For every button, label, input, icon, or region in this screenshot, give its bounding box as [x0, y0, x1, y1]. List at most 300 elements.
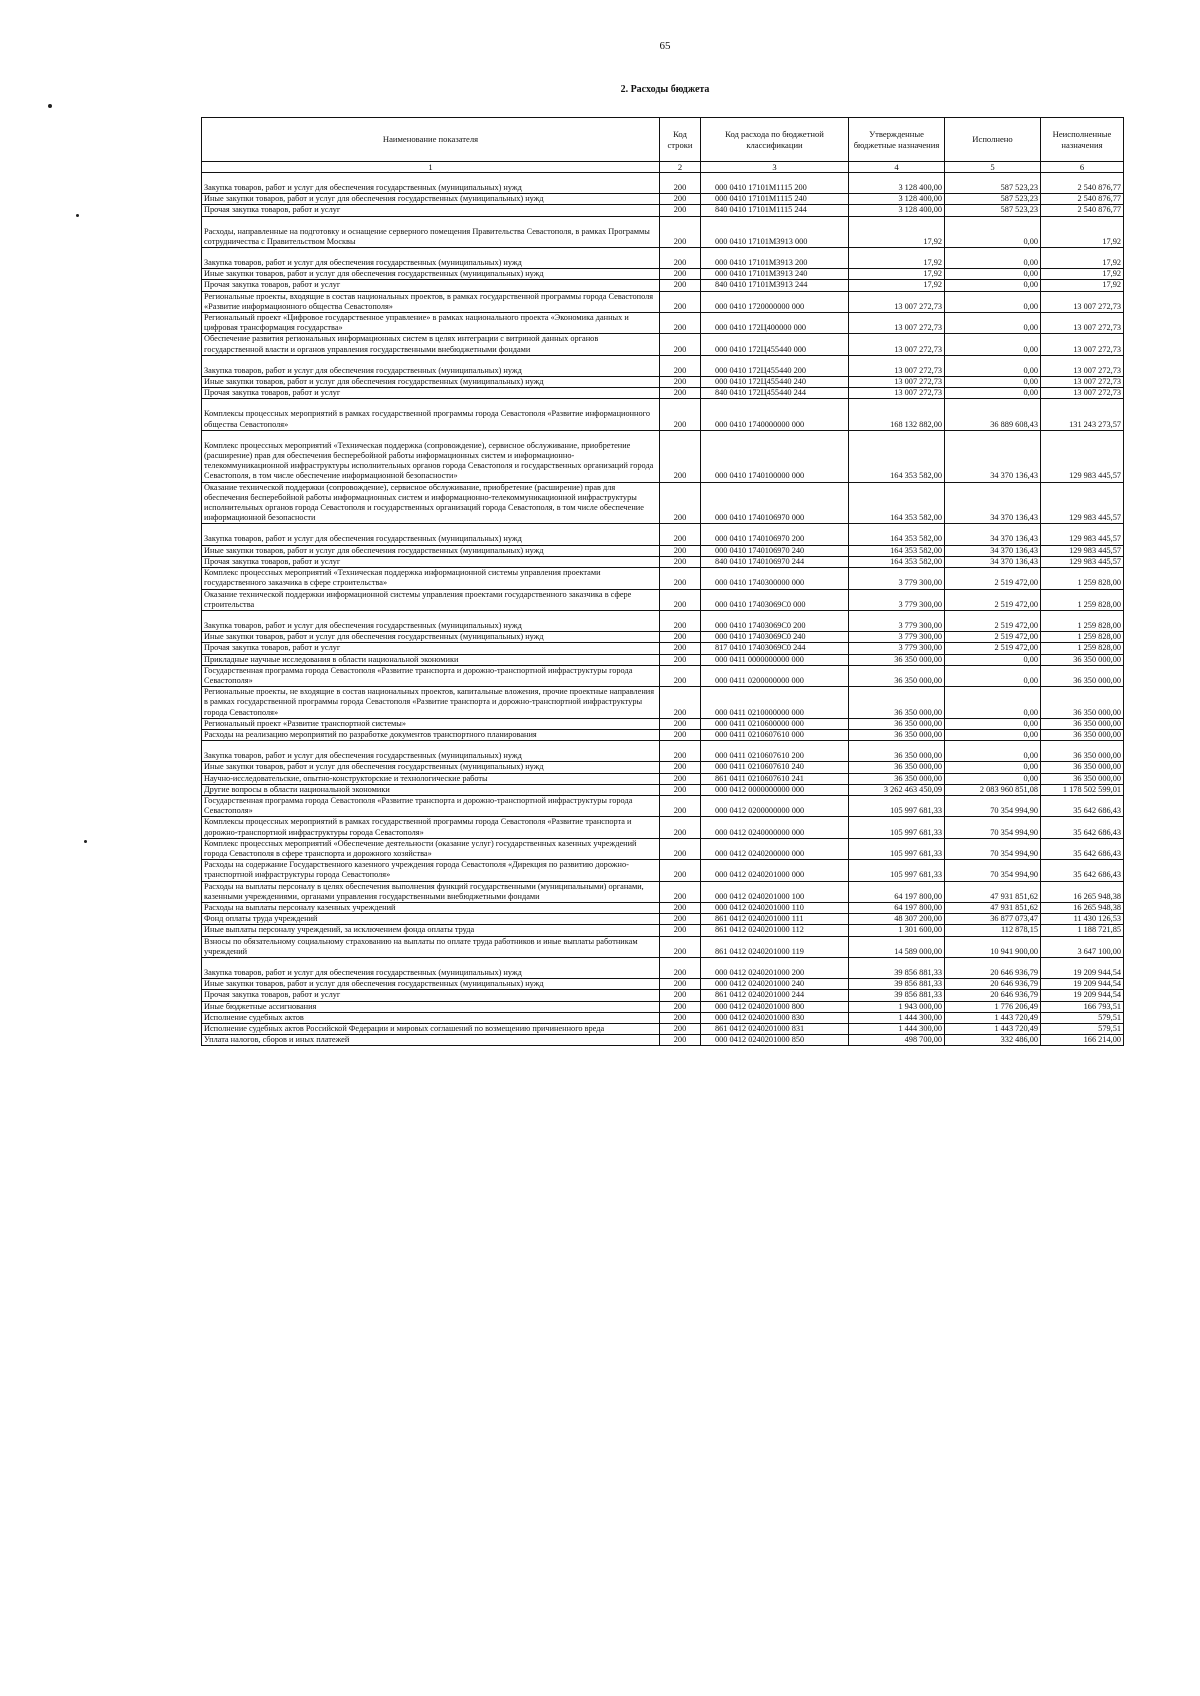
cell-kbk: 861 0412 0240201000 831 [701, 1024, 849, 1035]
cell-row-code: 200 [660, 524, 701, 545]
cell-approved: 13 007 272,73 [849, 313, 945, 334]
cell-kbk: 000 0410 1740100000 000 [701, 430, 849, 482]
cell-unexecuted: 1 259 828,00 [1041, 589, 1124, 610]
cell-row-code: 200 [660, 1012, 701, 1023]
cell-name: Комплекс процессных мероприятий «Техническая поддержка информационной системы управления проектами государственного заказчика в сфере строительства» [202, 568, 660, 589]
table-row [202, 556, 1124, 567]
cell-executed: 1 443 720,49 [945, 1024, 1041, 1035]
cell-executed: 2 083 960 851,08 [945, 784, 1041, 795]
cell-name: Прикладные научные исследования в области национальной экономики [202, 654, 660, 665]
cell-name: Государственная программа города Севастополя «Развитие транспорта и дорожно-транспортной инфраструктуры города Севастополя» [202, 795, 660, 816]
cell-executed: 0,00 [945, 665, 1041, 686]
cell-row-code: 200 [660, 556, 701, 567]
cell-kbk: 000 0410 17403069C0 000 [701, 589, 849, 610]
cell-approved: 3 779 300,00 [849, 568, 945, 589]
cell-approved: 1 444 300,00 [849, 1024, 945, 1035]
cell-row-code: 200 [660, 795, 701, 816]
cell-name: Прочая закупка товаров, работ и услуг [202, 280, 660, 291]
cell-executed: 70 354 994,90 [945, 817, 1041, 838]
table-row [202, 589, 1124, 610]
cell-kbk: 000 0411 0210607610 200 [701, 741, 849, 762]
cell-unexecuted: 3 647 100,00 [1041, 936, 1124, 957]
cell-kbk: 000 0410 1740106970 200 [701, 524, 849, 545]
cell-unexecuted: 17,92 [1041, 248, 1124, 269]
cell-kbk: 861 0412 0240201000 112 [701, 925, 849, 936]
cell-executed: 34 370 136,43 [945, 482, 1041, 524]
table-row [202, 545, 1124, 556]
cell-unexecuted: 1 259 828,00 [1041, 632, 1124, 643]
cell-row-code: 200 [660, 990, 701, 1001]
cell-name: Комплексы процессных мероприятий в рамках государственной программы города Севастополя «Развитие транспорта и дорожно-транспортной инфраструктуры города Севастополя» [202, 817, 660, 838]
table-row [202, 205, 1124, 216]
cell-approved: 164 353 582,00 [849, 556, 945, 567]
cell-approved: 3 128 400,00 [849, 194, 945, 205]
cell-unexecuted: 16 265 948,38 [1041, 902, 1124, 913]
column-header-name: Наименование показателя [202, 118, 660, 162]
table-row [202, 1001, 1124, 1012]
cell-name: Закупка товаров, работ и услуг для обеспечения государственных (муниципальных) нужд [202, 248, 660, 269]
cell-name: Исполнение судебных актов [202, 1012, 660, 1023]
cell-approved: 3 779 300,00 [849, 632, 945, 643]
cell-row-code: 200 [660, 568, 701, 589]
cell-kbk: 000 0410 1740106970 000 [701, 482, 849, 524]
cell-kbk: 000 0412 0240201000 240 [701, 979, 849, 990]
cell-row-code: 200 [660, 632, 701, 643]
cell-kbk: 000 0410 172Ц455440 000 [701, 334, 849, 355]
cell-row-code: 200 [660, 729, 701, 740]
cell-row-code: 200 [660, 355, 701, 376]
cell-row-code: 200 [660, 280, 701, 291]
cell-row-code: 200 [660, 860, 701, 881]
cell-row-code: 200 [660, 902, 701, 913]
table-row [202, 334, 1124, 355]
cell-executed: 36 877 073,47 [945, 914, 1041, 925]
cell-approved: 13 007 272,73 [849, 355, 945, 376]
cell-executed: 34 370 136,43 [945, 556, 1041, 567]
cell-name: Закупка товаров, работ и услуг для обеспечения государственных (муниципальных) нужд [202, 524, 660, 545]
cell-kbk: 000 0410 17101M1115 200 [701, 173, 849, 194]
cell-unexecuted: 2 540 876,77 [1041, 205, 1124, 216]
cell-kbk: 840 0410 1740106970 244 [701, 556, 849, 567]
cell-unexecuted: 19 209 944,54 [1041, 958, 1124, 979]
cell-row-code: 200 [660, 914, 701, 925]
table-row [202, 925, 1124, 936]
column-number: 4 [849, 162, 945, 173]
cell-name: Прочая закупка товаров, работ и услуг [202, 556, 660, 567]
table-row [202, 979, 1124, 990]
cell-kbk: 861 0411 0210607610 241 [701, 773, 849, 784]
cell-approved: 498 700,00 [849, 1035, 945, 1046]
budget-expenses-table [201, 117, 1124, 1046]
table-row [202, 881, 1124, 902]
cell-unexecuted: 166 793,51 [1041, 1001, 1124, 1012]
cell-name: Фонд оплаты труда учреждений [202, 914, 660, 925]
cell-kbk: 861 0412 0240201000 119 [701, 936, 849, 957]
cell-kbk: 000 0412 0240200000 000 [701, 838, 849, 859]
table-row [202, 914, 1124, 925]
cell-kbk: 000 0410 1740000000 000 [701, 399, 849, 430]
cell-approved: 36 350 000,00 [849, 762, 945, 773]
table-row [202, 1024, 1124, 1035]
cell-kbk: 000 0410 17101M3913 240 [701, 269, 849, 280]
cell-executed: 10 941 900,00 [945, 936, 1041, 957]
cell-executed: 332 486,00 [945, 1035, 1041, 1046]
cell-approved: 1 444 300,00 [849, 1012, 945, 1023]
cell-approved: 39 856 881,33 [849, 979, 945, 990]
cell-executed: 587 523,23 [945, 173, 1041, 194]
cell-executed: 0,00 [945, 773, 1041, 784]
cell-unexecuted: 36 350 000,00 [1041, 762, 1124, 773]
cell-name: Расходы на содержание Государственного казенного учреждения города Севастополя «Дирекция по развитию дорожно-транспортной инфраструктуры города Севастополя» [202, 860, 660, 881]
cell-executed: 2 519 472,00 [945, 610, 1041, 631]
cell-row-code: 200 [660, 216, 701, 247]
cell-kbk: 817 0410 17403069C0 244 [701, 643, 849, 654]
cell-unexecuted: 131 243 273,57 [1041, 399, 1124, 430]
cell-kbk: 000 0410 17101M3913 200 [701, 248, 849, 269]
table-row [202, 936, 1124, 957]
table-body [202, 173, 1124, 1046]
cell-name: Иные бюджетные ассигнования [202, 1001, 660, 1012]
cell-row-code: 200 [660, 958, 701, 979]
cell-name: Региональные проекты, входящие в состав национальных проектов, в рамках государственной программы города Севастополя «Развитие информационного общества Севастополя» [202, 291, 660, 312]
cell-approved: 13 007 272,73 [849, 388, 945, 399]
cell-name: Уплата налогов, сборов и иных платежей [202, 1035, 660, 1046]
table-row [202, 838, 1124, 859]
table-row [202, 817, 1124, 838]
table-row [202, 665, 1124, 686]
cell-name: Региональный проект «Цифровое государственное управление» в рамках национального проекта «Экономика данных и цифровая трансформация государства» [202, 313, 660, 334]
cell-unexecuted: 579,51 [1041, 1024, 1124, 1035]
scan-speck [84, 840, 87, 843]
cell-executed: 47 931 851,62 [945, 881, 1041, 902]
cell-kbk: 000 0410 17403069C0 200 [701, 610, 849, 631]
cell-executed: 47 931 851,62 [945, 902, 1041, 913]
cell-row-code: 200 [660, 1024, 701, 1035]
cell-name: Взносы по обязательному социальному страхованию на выплаты по оплате труда работников и иные выплаты работникам учреждений [202, 936, 660, 957]
cell-unexecuted: 36 350 000,00 [1041, 654, 1124, 665]
cell-row-code: 200 [660, 741, 701, 762]
cell-approved: 164 353 582,00 [849, 524, 945, 545]
cell-name: Государственная программа города Севастополя «Развитие транспорта и дорожно-транспортной инфраструктуры города Севастополя» [202, 665, 660, 686]
cell-kbk: 000 0412 0240201000 830 [701, 1012, 849, 1023]
cell-row-code: 200 [660, 784, 701, 795]
cell-approved: 105 997 681,33 [849, 795, 945, 816]
cell-unexecuted: 1 259 828,00 [1041, 568, 1124, 589]
cell-kbk: 861 0412 0240201000 244 [701, 990, 849, 1001]
cell-approved: 3 262 463 450,09 [849, 784, 945, 795]
column-number: 5 [945, 162, 1041, 173]
table-row [202, 524, 1124, 545]
cell-kbk: 000 0410 1740106970 240 [701, 545, 849, 556]
cell-name: Исполнение судебных актов Российской Федерации и мировых соглашений по возмещению причиненного вреда [202, 1024, 660, 1035]
cell-executed: 0,00 [945, 291, 1041, 312]
cell-executed: 20 646 936,79 [945, 990, 1041, 1001]
cell-name: Прочая закупка товаров, работ и услуг [202, 205, 660, 216]
cell-name: Другие вопросы в области национальной экономики [202, 784, 660, 795]
cell-kbk: 000 0412 0240201000 100 [701, 881, 849, 902]
cell-executed: 0,00 [945, 313, 1041, 334]
cell-approved: 64 197 800,00 [849, 881, 945, 902]
cell-executed: 34 370 136,43 [945, 430, 1041, 482]
cell-row-code: 200 [660, 248, 701, 269]
cell-approved: 3 128 400,00 [849, 173, 945, 194]
cell-kbk: 000 0410 172Ц455440 240 [701, 377, 849, 388]
cell-name: Расходы на выплаты персоналу в целях обеспечения выполнения функций государственными (муниципальными) органами, казенными учреждениями, органами управления государственными внебюджетными фондами [202, 881, 660, 902]
cell-approved: 17,92 [849, 280, 945, 291]
table-row [202, 784, 1124, 795]
cell-executed: 20 646 936,79 [945, 958, 1041, 979]
cell-approved: 36 350 000,00 [849, 729, 945, 740]
cell-approved: 64 197 800,00 [849, 902, 945, 913]
cell-row-code: 200 [660, 979, 701, 990]
table-row [202, 990, 1124, 1001]
cell-approved: 164 353 582,00 [849, 430, 945, 482]
table-row [202, 430, 1124, 482]
cell-kbk: 000 0410 1740300000 000 [701, 568, 849, 589]
cell-executed: 0,00 [945, 377, 1041, 388]
table-row [202, 1035, 1124, 1046]
page-number: 65 [659, 40, 671, 52]
table-row [202, 741, 1124, 762]
cell-kbk: 000 0412 0240201000 000 [701, 860, 849, 881]
cell-approved: 13 007 272,73 [849, 334, 945, 355]
cell-executed: 2 519 472,00 [945, 589, 1041, 610]
cell-row-code: 200 [660, 334, 701, 355]
table-row [202, 610, 1124, 631]
cell-executed: 70 354 994,90 [945, 860, 1041, 881]
cell-unexecuted: 36 350 000,00 [1041, 665, 1124, 686]
cell-executed: 0,00 [945, 687, 1041, 719]
table-row [202, 482, 1124, 524]
cell-executed: 20 646 936,79 [945, 979, 1041, 990]
cell-name: Оказание технической поддержки информационной системы управления проектами государственного заказчика в сфере строительства [202, 589, 660, 610]
cell-row-code: 200 [660, 269, 701, 280]
cell-unexecuted: 35 642 686,43 [1041, 860, 1124, 881]
cell-unexecuted: 13 007 272,73 [1041, 291, 1124, 312]
table-row [202, 860, 1124, 881]
cell-name: Региональный проект «Развитие транспортной системы» [202, 718, 660, 729]
scan-speck [76, 214, 79, 217]
cell-unexecuted: 36 350 000,00 [1041, 718, 1124, 729]
cell-executed: 0,00 [945, 718, 1041, 729]
cell-approved: 17,92 [849, 216, 945, 247]
cell-name: Иные закупки товаров, работ и услуг для обеспечения государственных (муниципальных) нужд [202, 377, 660, 388]
cell-approved: 3 779 300,00 [849, 589, 945, 610]
cell-executed: 34 370 136,43 [945, 545, 1041, 556]
cell-unexecuted: 35 642 686,43 [1041, 817, 1124, 838]
cell-approved: 164 353 582,00 [849, 545, 945, 556]
cell-unexecuted: 36 350 000,00 [1041, 729, 1124, 740]
cell-executed: 0,00 [945, 654, 1041, 665]
cell-row-code: 200 [660, 773, 701, 784]
cell-name: Прочая закупка товаров, работ и услуг [202, 643, 660, 654]
cell-approved: 36 350 000,00 [849, 665, 945, 686]
cell-row-code: 200 [660, 205, 701, 216]
cell-name: Научно-исследовательские, опытно-конструкторские и технологические работы [202, 773, 660, 784]
cell-row-code: 200 [660, 545, 701, 556]
cell-unexecuted: 166 214,00 [1041, 1035, 1124, 1046]
table-row [202, 173, 1124, 194]
cell-kbk: 000 0412 0240201000 800 [701, 1001, 849, 1012]
cell-approved: 36 350 000,00 [849, 741, 945, 762]
cell-name: Иные закупки товаров, работ и услуг для обеспечения государственных (муниципальных) нужд [202, 194, 660, 205]
cell-unexecuted: 129 983 445,57 [1041, 556, 1124, 567]
table-row [202, 355, 1124, 376]
cell-executed: 587 523,23 [945, 205, 1041, 216]
cell-executed: 70 354 994,90 [945, 838, 1041, 859]
cell-approved: 36 350 000,00 [849, 718, 945, 729]
cell-approved: 36 350 000,00 [849, 687, 945, 719]
cell-unexecuted: 36 350 000,00 [1041, 687, 1124, 719]
cell-unexecuted: 13 007 272,73 [1041, 355, 1124, 376]
cell-executed: 1 443 720,49 [945, 1012, 1041, 1023]
cell-approved: 36 350 000,00 [849, 773, 945, 784]
cell-unexecuted: 129 983 445,57 [1041, 430, 1124, 482]
cell-kbk: 861 0412 0240201000 111 [701, 914, 849, 925]
table-row [202, 568, 1124, 589]
column-header-executed: Исполнено [945, 118, 1041, 162]
cell-approved: 39 856 881,33 [849, 958, 945, 979]
cell-approved: 105 997 681,33 [849, 817, 945, 838]
cell-executed: 1 776 206,49 [945, 1001, 1041, 1012]
cell-row-code: 200 [660, 838, 701, 859]
cell-unexecuted: 17,92 [1041, 216, 1124, 247]
cell-approved: 1 943 000,00 [849, 1001, 945, 1012]
cell-name: Иные выплаты персоналу учреждений, за исключением фонда оплаты труда [202, 925, 660, 936]
cell-row-code: 200 [660, 654, 701, 665]
cell-row-code: 200 [660, 291, 701, 312]
table-row [202, 718, 1124, 729]
cell-row-code: 200 [660, 313, 701, 334]
cell-name: Закупка товаров, работ и услуг для обеспечения государственных (муниципальных) нужд [202, 355, 660, 376]
cell-name: Иные закупки товаров, работ и услуг для обеспечения государственных (муниципальных) нужд [202, 269, 660, 280]
cell-row-code: 200 [660, 377, 701, 388]
cell-row-code: 200 [660, 388, 701, 399]
section-title: 2. Расходы бюджета [620, 84, 710, 95]
cell-unexecuted: 19 209 944,54 [1041, 979, 1124, 990]
table-row [202, 248, 1124, 269]
cell-approved: 105 997 681,33 [849, 838, 945, 859]
cell-executed: 70 354 994,90 [945, 795, 1041, 816]
cell-approved: 13 007 272,73 [849, 291, 945, 312]
cell-approved: 48 307 200,00 [849, 914, 945, 925]
cell-row-code: 200 [660, 643, 701, 654]
table-header-row [202, 118, 1124, 162]
table-row [202, 902, 1124, 913]
table-row [202, 654, 1124, 665]
cell-row-code: 200 [660, 925, 701, 936]
cell-name: Прочая закупка товаров, работ и услуг [202, 388, 660, 399]
cell-unexecuted: 16 265 948,38 [1041, 881, 1124, 902]
cell-kbk: 000 0410 1720000000 000 [701, 291, 849, 312]
column-header-row-code: Код строки [660, 118, 701, 162]
cell-name: Иные закупки товаров, работ и услуг для обеспечения государственных (муниципальных) нужд [202, 979, 660, 990]
table-row [202, 687, 1124, 719]
table-row [202, 269, 1124, 280]
cell-row-code: 200 [660, 718, 701, 729]
cell-name: Закупка товаров, работ и услуг для обеспечения государственных (муниципальных) нужд [202, 958, 660, 979]
cell-row-code: 200 [660, 610, 701, 631]
column-header-approved: Утвержденные бюджетные назначения [849, 118, 945, 162]
cell-kbk: 000 0412 0240201000 200 [701, 958, 849, 979]
cell-name: Комплекс процессных мероприятий «Обеспечение деятельности (оказание услуг) государственных казенных учреждений города Севастополя в сфере транспорта и дорожного хозяйства» [202, 838, 660, 859]
cell-executed: 2 519 472,00 [945, 568, 1041, 589]
cell-kbk: 000 0411 0200000000 000 [701, 665, 849, 686]
cell-row-code: 200 [660, 589, 701, 610]
cell-unexecuted: 36 350 000,00 [1041, 773, 1124, 784]
cell-unexecuted: 13 007 272,73 [1041, 334, 1124, 355]
table-row [202, 388, 1124, 399]
cell-row-code: 200 [660, 399, 701, 430]
cell-kbk: 000 0411 0210607610 000 [701, 729, 849, 740]
cell-unexecuted: 13 007 272,73 [1041, 388, 1124, 399]
column-number: 1 [202, 162, 660, 173]
table-row [202, 762, 1124, 773]
cell-name: Иные закупки товаров, работ и услуг для обеспечения государственных (муниципальных) нужд [202, 632, 660, 643]
cell-name: Закупка товаров, работ и услуг для обеспечения государственных (муниципальных) нужд [202, 173, 660, 194]
cell-kbk: 000 0412 0240201000 110 [701, 902, 849, 913]
cell-row-code: 200 [660, 482, 701, 524]
cell-approved: 3 128 400,00 [849, 205, 945, 216]
cell-row-code: 200 [660, 1035, 701, 1046]
cell-row-code: 200 [660, 665, 701, 686]
cell-name: Прочая закупка товаров, работ и услуг [202, 990, 660, 1001]
cell-approved: 17,92 [849, 248, 945, 269]
cell-unexecuted: 11 430 126,53 [1041, 914, 1124, 925]
cell-unexecuted: 13 007 272,73 [1041, 313, 1124, 334]
cell-executed: 0,00 [945, 248, 1041, 269]
cell-kbk: 000 0412 0200000000 000 [701, 795, 849, 816]
cell-row-code: 200 [660, 430, 701, 482]
cell-name: Обеспечение развития региональных информационных систем в целях интеграции с витриной данных органов государственной власти и органов управления государственными внебюджетными фондами [202, 334, 660, 355]
cell-unexecuted: 19 209 944,54 [1041, 990, 1124, 1001]
cell-unexecuted: 2 540 876,77 [1041, 194, 1124, 205]
column-number: 2 [660, 162, 701, 173]
cell-row-code: 200 [660, 173, 701, 194]
cell-approved: 3 779 300,00 [849, 643, 945, 654]
cell-kbk: 840 0410 17101M3913 244 [701, 280, 849, 291]
cell-name: Иные закупки товаров, работ и услуг для обеспечения государственных (муниципальных) нужд [202, 545, 660, 556]
cell-executed: 0,00 [945, 729, 1041, 740]
cell-name: Закупка товаров, работ и услуг для обеспечения государственных (муниципальных) нужд [202, 610, 660, 631]
cell-row-code: 200 [660, 194, 701, 205]
cell-unexecuted: 36 350 000,00 [1041, 741, 1124, 762]
cell-unexecuted: 35 642 686,43 [1041, 795, 1124, 816]
cell-executed: 0,00 [945, 216, 1041, 247]
cell-unexecuted: 13 007 272,73 [1041, 377, 1124, 388]
cell-kbk: 000 0412 0240201000 850 [701, 1035, 849, 1046]
cell-executed: 0,00 [945, 762, 1041, 773]
cell-unexecuted: 129 983 445,57 [1041, 545, 1124, 556]
cell-executed: 36 889 608,43 [945, 399, 1041, 430]
table-row [202, 729, 1124, 740]
cell-unexecuted: 1 178 502 599,01 [1041, 784, 1124, 795]
cell-kbk: 000 0411 0210607610 240 [701, 762, 849, 773]
column-number: 3 [701, 162, 849, 173]
cell-executed: 0,00 [945, 280, 1041, 291]
cell-kbk: 000 0411 0000000000 000 [701, 654, 849, 665]
cell-approved: 13 007 272,73 [849, 377, 945, 388]
table-row [202, 313, 1124, 334]
cell-executed: 587 523,23 [945, 194, 1041, 205]
cell-kbk: 000 0410 17101M3913 000 [701, 216, 849, 247]
cell-executed: 2 519 472,00 [945, 632, 1041, 643]
cell-approved: 3 779 300,00 [849, 610, 945, 631]
cell-executed: 0,00 [945, 269, 1041, 280]
cell-executed: 0,00 [945, 334, 1041, 355]
cell-unexecuted: 129 983 445,57 [1041, 524, 1124, 545]
cell-name: Иные закупки товаров, работ и услуг для обеспечения государственных (муниципальных) нужд [202, 762, 660, 773]
